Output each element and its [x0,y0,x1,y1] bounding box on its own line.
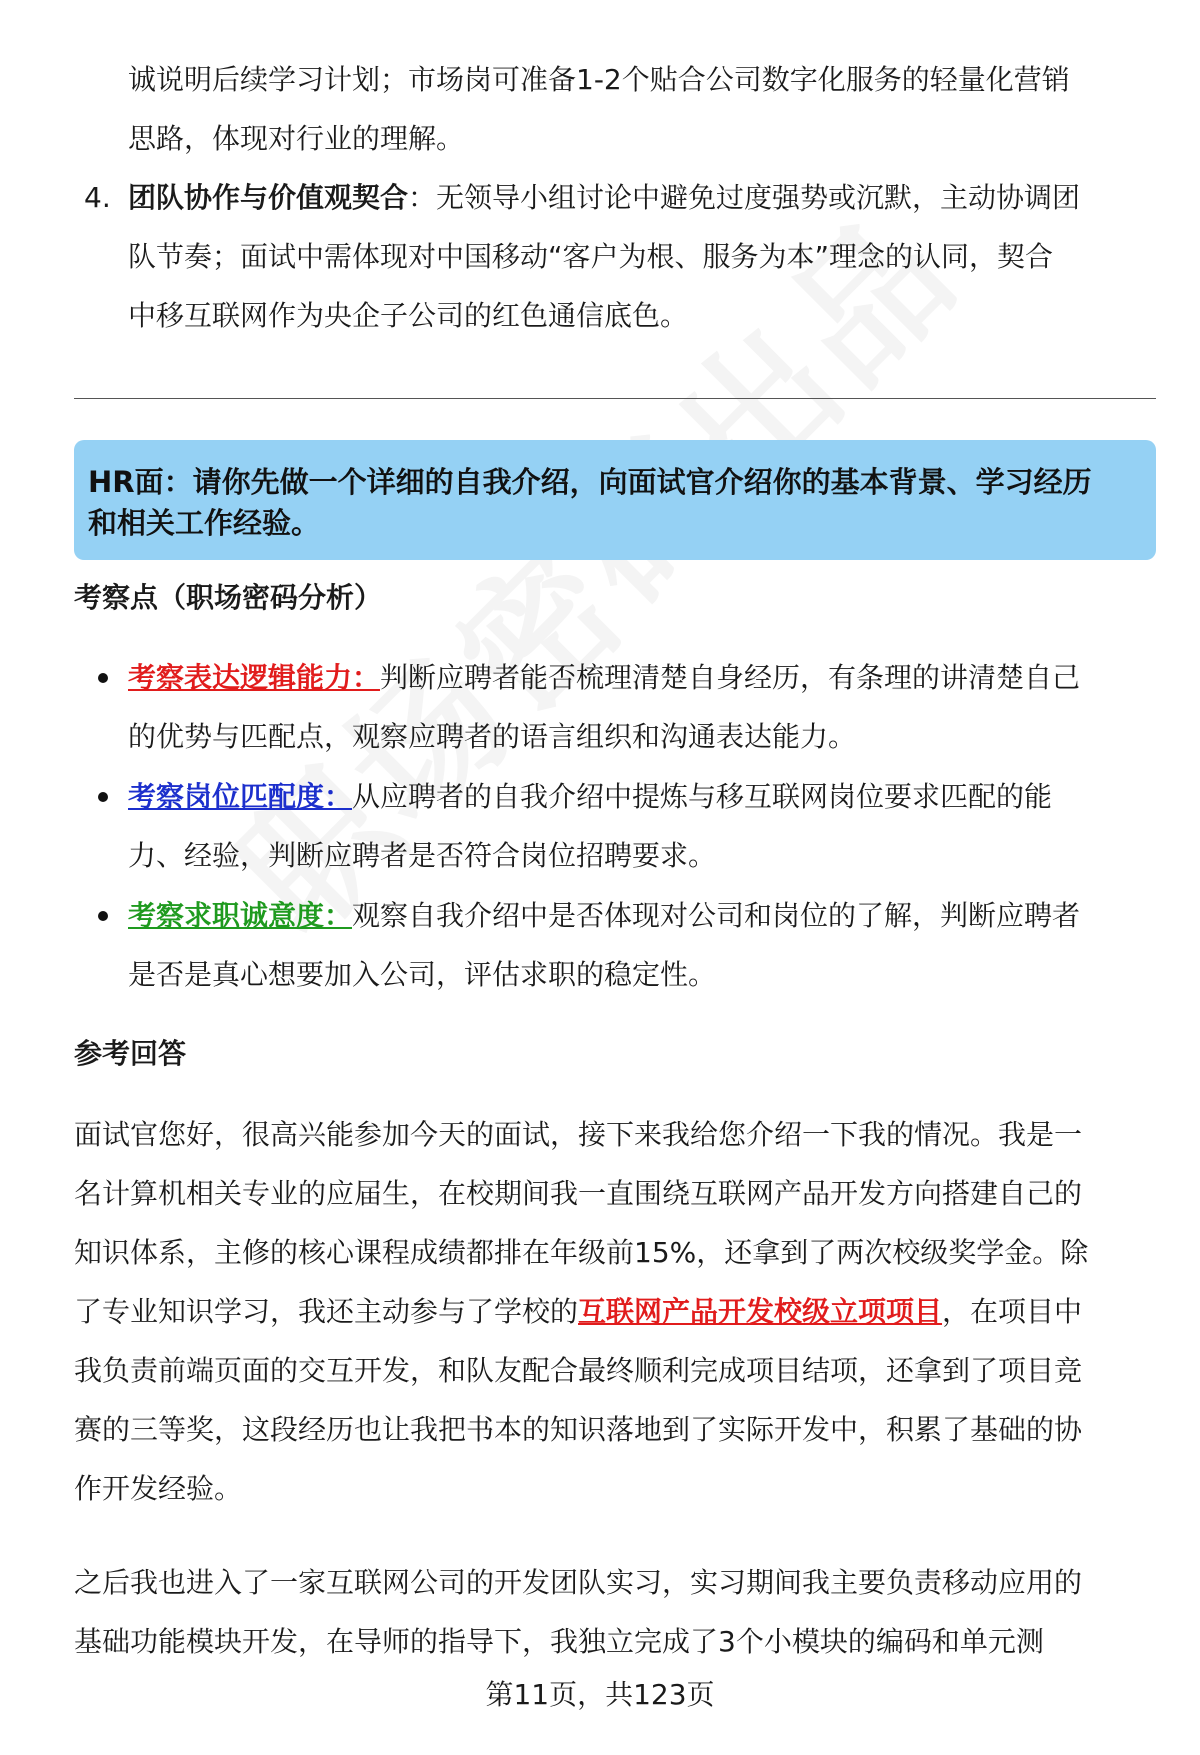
highlight-text: 互联网产品开发校级立项项目 [578,1295,943,1328]
bullet-dot [98,673,108,683]
bullet-dot [98,911,108,921]
bullet-label: 考察求职诚意度： [128,899,353,932]
assessment-title: 考察点（职场密码分析） [74,581,383,614]
paragraph-line: 思路，体现对行业的理解。 [128,122,465,155]
paragraph-line: 作开发经验。 [74,1472,243,1505]
hr-question-line: HR面：请你先做一个详细的自我介绍，向面试官介绍你的基本背景、学习经历 [88,465,1092,499]
paragraph-line: 赛的三等奖，这段经历也让我把书本的知识落地到了实际开发中，积累了基础的协 [74,1413,1083,1446]
divider [74,398,1156,399]
paragraph-line: 面试官您好，很高兴能参加今天的面试，接下来我给您介绍一下我的情况。我是一 [74,1118,1083,1151]
paragraph-text: ，在项目中 [942,1295,1083,1328]
hr-question-box [74,440,1156,560]
list-item [128,168,1148,227]
list-item-text: ：无领导小组讨论中避免过度强势或沉默，主动协调团 [408,181,1081,214]
paragraph-line: 我负责前端页面的交互开发，和队友配合最终顺利完成项目结项，还拿到了项目竞 [74,1354,1083,1387]
paragraph-line: 中移互联网作为央企子公司的红色通信底色。 [128,299,689,332]
paragraph-text: 了专业知识学习，我还主动参与了学校的 [74,1295,579,1328]
bullet-text: 从应聘者的自我介绍中提炼与移互联网岗位要求匹配的能 [352,780,1053,813]
bullet-label: 考察表达逻辑能力： [128,661,381,694]
bullet-text: 判断应聘者能否梳理清楚自身经历，有条理的讲清楚自己 [380,661,1081,694]
paragraph-line: 诚说明后续学习计划；市场岗可准备1-2个贴合公司数字化服务的轻量化营销 [128,63,1070,96]
paragraph-line: 的优势与匹配点，观察应聘者的语言组织和沟通表达能力。 [128,720,857,753]
bullet-label: 考察岗位匹配度： [128,780,353,813]
hr-question-line: 和相关工作经验。 [88,506,321,540]
paragraph-line: 队节奏；面试中需体现对中国移动“客户为根、服务为本”理念的认同，契合 [128,240,1054,273]
bullet-item [128,886,1148,945]
paragraph-line [74,1282,1149,1341]
paragraph-line: 名计算机相关专业的应届生，在校期间我一直围绕互联网产品开发方向搭建自己的 [74,1177,1083,1210]
paragraph-line: 知识体系，主修的核心课程成绩都排在年级前15%，还拿到了两次校级奖学金。除 [74,1236,1089,1269]
bullet-dot [98,792,108,802]
bullet-item [128,648,1148,707]
bullet-text: 观察自我介绍中是否体现对公司和岗位的了解，判断应聘者 [352,899,1081,932]
list-number: 4. [84,181,111,214]
paragraph-line: 基础功能模块开发，在导师的指导下，我独立完成了3个小模块的编码和单元测 [74,1625,1044,1658]
list-item-title: 团队协作与价值观契合 [128,181,409,214]
paragraph-line: 力、经验，判断应聘者是否符合岗位招聘要求。 [128,839,717,872]
paragraph-line: 之后我也进入了一家互联网公司的开发团队实习，实习期间我主要负责移动应用的 [74,1566,1083,1599]
bullet-item [128,767,1148,826]
reference-title: 参考回答 [74,1037,187,1070]
page-footer: 第11页，共123页 [485,1678,715,1711]
paragraph-line: 是否是真心想要加入公司，评估求职的稳定性。 [128,958,717,991]
